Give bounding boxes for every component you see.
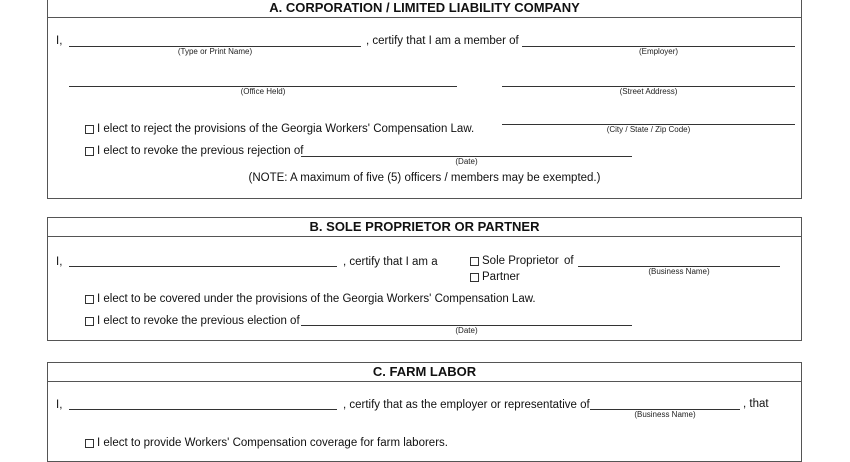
section-b-business-caption: (Business Name) [648,267,710,276]
section-b-name-field[interactable] [69,266,337,267]
farm-coverage-label: I elect to provide Workers' Compensation coverage for farm laborers. [97,437,448,449]
section-b-certify-text: , certify that I am a [343,256,438,268]
section-a-city-caption: (City / State / Zip Code) [606,125,691,134]
section-b-title: B. SOLE PROPRIETOR OR PARTNER [48,218,801,237]
section-a-street-caption: (Street Address) [619,87,678,96]
section-a-note: (NOTE: A maximum of five (5) officers / members may be exempted.) [248,172,601,184]
partner-checkbox[interactable] [470,273,479,282]
section-c-title: C. FARM LABOR [48,363,801,382]
section-c-name-field[interactable] [69,409,337,410]
elect-covered-label: I elect to be covered under the provisions of the Georgia Workers' Compensation Law. [97,293,536,305]
section-c-that-label: , that [743,398,769,410]
section-b-of-label: of [564,255,574,267]
revoke-rejection-checkbox[interactable] [85,147,94,156]
revoke-rejection-label: I elect to revoke the previous rejection of [97,145,304,157]
section-c-certify-text: , certify that as the employer or representative of [343,399,590,411]
reject-provisions-checkbox[interactable] [85,125,94,134]
partner-label: Partner [482,271,520,283]
section-a-corporation [47,0,802,199]
section-a-name-caption: (Type or Print Name) [177,47,253,56]
section-b-date-caption: (Date) [455,326,478,335]
section-b-i-label: I, [56,256,63,268]
section-c-business-caption: (Business Name) [634,410,696,419]
section-a-certify-text: , certify that I am a member of [366,35,519,47]
revoke-election-label: I elect to revoke the previous election of [97,315,300,327]
reject-provisions-label: I elect to reject the provisions of the Georgia Workers' Compensation Law. [97,123,475,135]
section-a-i-label: I, [56,35,63,47]
sole-proprietor-checkbox[interactable] [470,257,479,266]
section-a-date-caption: (Date) [455,157,478,166]
sole-proprietor-label: Sole Proprietor [482,255,559,267]
section-c-i-label: I, [56,399,63,411]
section-a-office-caption: (Office Held) [240,87,286,96]
section-a-title: A. CORPORATION / LIMITED LIABILITY COMPANY [48,0,801,18]
revoke-election-checkbox[interactable] [85,317,94,326]
section-a-employer-caption: (Employer) [638,47,679,56]
elect-covered-checkbox[interactable] [85,295,94,304]
